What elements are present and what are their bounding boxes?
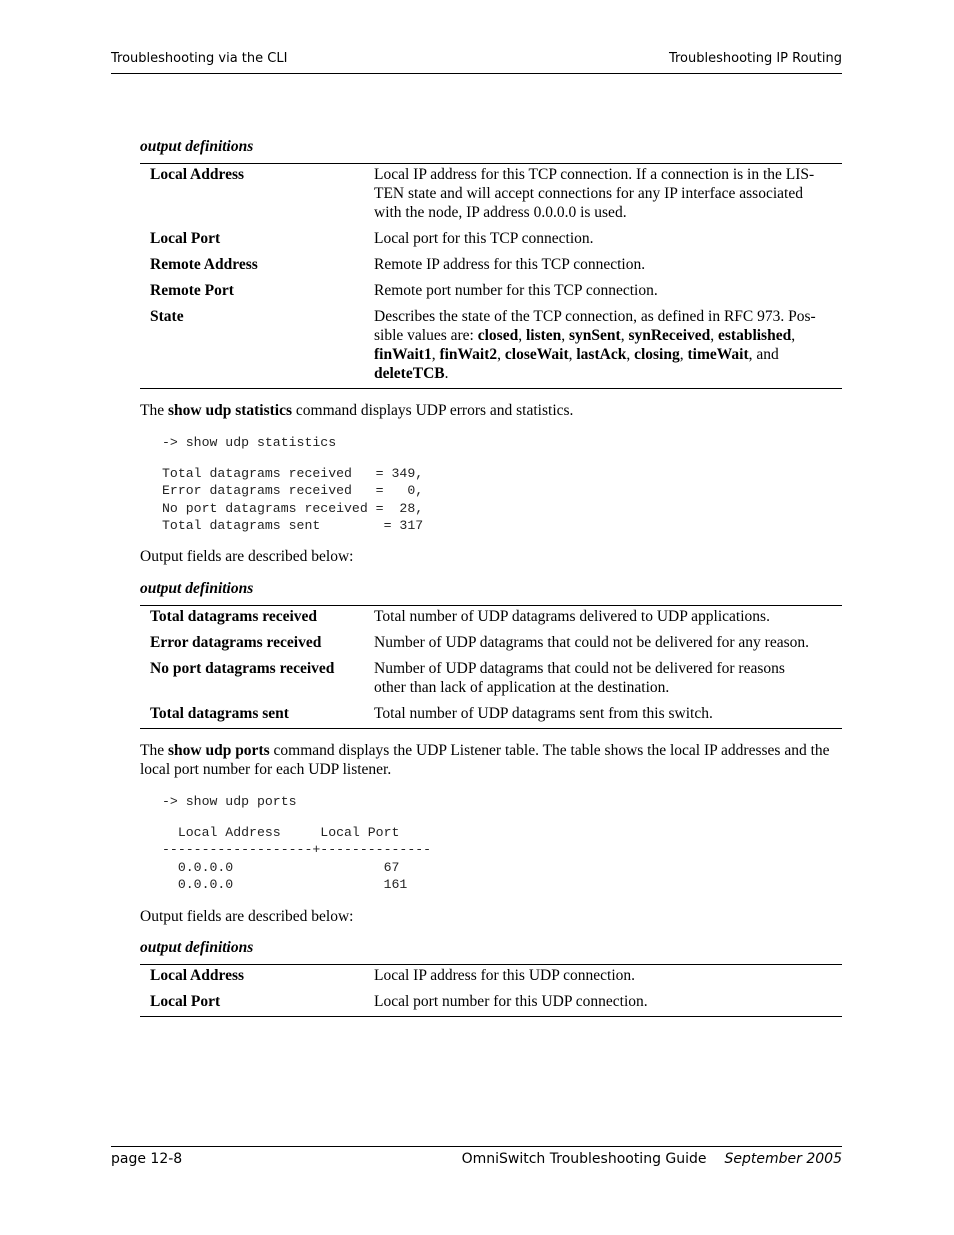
table-row [140, 164, 842, 228]
header-chapter: Troubleshooting via the CLI [111, 51, 288, 66]
publication-date: September 2005 [724, 1151, 842, 1167]
fields-note: Output fields are described below: [140, 548, 354, 565]
definition-term: No port datagrams received [150, 660, 335, 677]
definition-term: Error datagrams received [150, 634, 322, 651]
page-number: page 12-8 [111, 1151, 183, 1167]
udp-ports-definitions-table [140, 964, 842, 1017]
header-rule [111, 73, 842, 74]
table-row [140, 253, 842, 279]
table-row [140, 657, 842, 702]
definition-text: Local port for this TCP connection. [374, 230, 594, 247]
udp-ports-command: -> show udp ports [162, 794, 297, 809]
definition-text: Remote port number for this TCP connection. [374, 282, 658, 299]
definition-text: Local IP address for this TCP connection. If a connection is in the LIS- TEN state and will accept connections for any IP interface associated with the node, IP address 0.0.0.0 is used. [374, 166, 815, 221]
table-row [140, 990, 842, 1017]
definition-text: Total number of UDP datagrams delivered to UDP applications. [374, 608, 770, 625]
footer-rule [111, 1146, 842, 1147]
definition-term: State [150, 308, 184, 325]
udp-statistics-intro [140, 401, 842, 420]
table-row [140, 279, 842, 305]
udp-statistics-command: -> show udp statistics [162, 435, 337, 450]
table-body [140, 965, 842, 1017]
header-section: Troubleshooting IP Routing [668, 51, 842, 66]
footer-publication [462, 1151, 842, 1167]
definition-text: Local port number for this UDP connection. [374, 993, 648, 1010]
text: The [140, 402, 168, 419]
table-body [140, 606, 842, 729]
command-name: show udp statistics [167, 402, 293, 419]
definition-term: Remote Port [150, 282, 234, 299]
definition-term: Remote Address [150, 256, 258, 273]
table-row [140, 965, 842, 991]
section-title-tcp-output: output definitions [140, 138, 254, 155]
definition-term: Local Port [150, 230, 221, 247]
definition-term: Total datagrams sent [150, 705, 289, 722]
command-name: show udp ports [167, 742, 270, 759]
text: command displays the UDP Listener table. The table shows the local IP addresses and the local port number for each UDP listener. [140, 742, 830, 778]
table-row [140, 227, 842, 253]
definition-term: Local Address [150, 967, 245, 984]
definition-term: Local Port [150, 993, 221, 1010]
text: The [140, 742, 168, 759]
udp-stats-definitions-table [140, 605, 842, 729]
table-row [140, 631, 842, 657]
table-row [140, 702, 842, 729]
section-title-udp-stats-output: output definitions [140, 580, 254, 597]
definition-text: Number of UDP datagrams that could not be delivered for any reason. [374, 634, 810, 651]
definition-text: Number of UDP datagrams that could not be delivered for reasons other than lack of application at the destination. [374, 660, 785, 696]
table-row [140, 305, 842, 389]
definition-term: Local Address [150, 166, 245, 183]
udp-ports-intro [140, 741, 842, 779]
udp-ports-output: Local Address Local Port -------------------+-------------- 0.0.0.0 67 0.0.0.0 161 [162, 825, 432, 892]
table-body [140, 164, 842, 389]
definition-text: Remote IP address for this TCP connection. [374, 256, 646, 273]
table-row [140, 606, 842, 632]
udp-statistics-output: Total datagrams received = 349, Error datagrams received = 0, No port datagrams received = 28, Total datagrams sent = 317 [162, 466, 424, 533]
definition-text: Describes the state of the TCP connection, as defined in RFC 973. Pos- sible values are: closed, listen, synSent, synReceived, established, finWait1, finWait2, closeWait, lastAck, closing, timeWait, and deleteTCB. [374, 308, 816, 382]
text: command displays UDP errors and statistics. [292, 402, 574, 419]
guide-title: OmniSwitch Troubleshooting Guide [461, 1151, 707, 1167]
section-title-udp-ports-output: output definitions [140, 939, 254, 956]
definition-term: Total datagrams received [150, 608, 318, 625]
tcp-output-definitions-table [140, 163, 842, 389]
definition-text: Total number of UDP datagrams sent from this switch. [374, 705, 713, 722]
fields-note: Output fields are described below: [140, 908, 354, 925]
definition-text: Local IP address for this UDP connection. [374, 967, 636, 984]
